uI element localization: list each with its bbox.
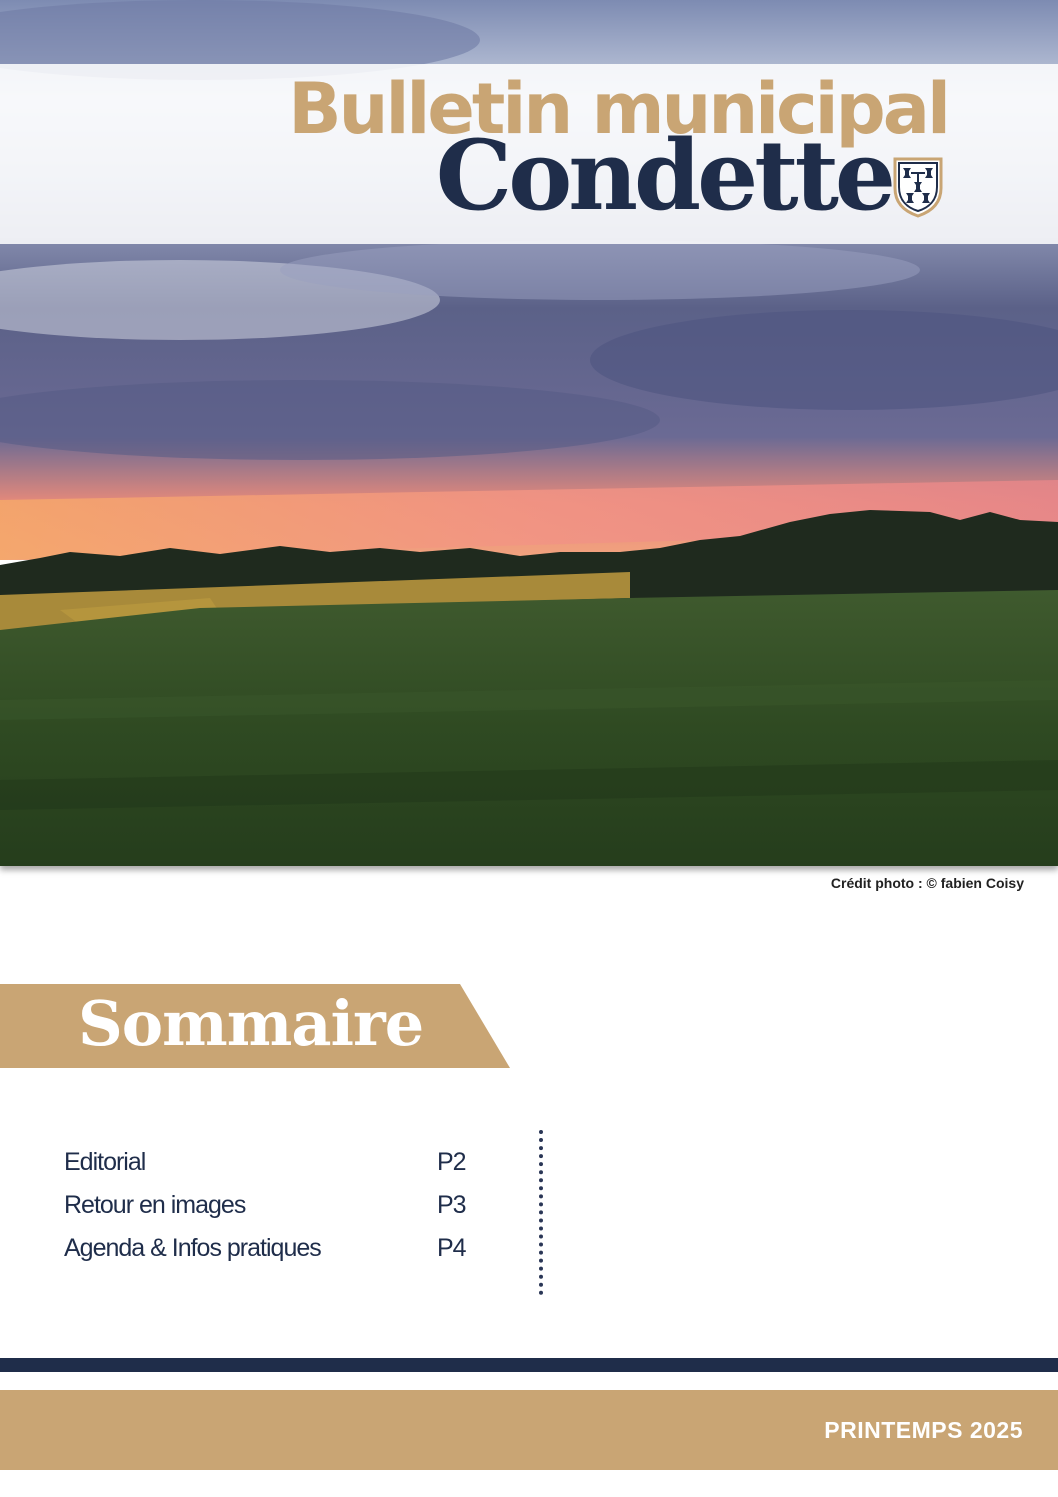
toc-item-editorial[interactable] <box>64 1148 484 1191</box>
toc-item-label: Retour en images <box>64 1191 246 1219</box>
dotted-divider <box>539 1130 543 1295</box>
toc-item-page: P3 <box>437 1191 466 1219</box>
table-of-contents <box>64 1148 484 1277</box>
coat-of-arms-icon <box>892 156 944 218</box>
toc-item-retour-en-images[interactable] <box>64 1191 484 1234</box>
toc-item-agenda[interactable] <box>64 1234 484 1277</box>
toc-item-page: P4 <box>437 1234 466 1262</box>
bulletin-title: Bulletin municipal <box>288 68 948 150</box>
toc-item-page: P2 <box>437 1148 466 1176</box>
toc-item-label: Editorial <box>64 1148 146 1176</box>
photo-credit: Crédit photo : © fabien Coisy <box>830 875 1024 891</box>
season-label: PRINTEMPS 2025 <box>824 1417 1023 1443</box>
town-name: Condette <box>435 119 892 232</box>
sommaire-title: Sommaire <box>78 987 424 1060</box>
toc-item-label: Agenda & Infos pratiques <box>64 1234 321 1262</box>
footer-navy-stripe <box>0 1358 1058 1372</box>
